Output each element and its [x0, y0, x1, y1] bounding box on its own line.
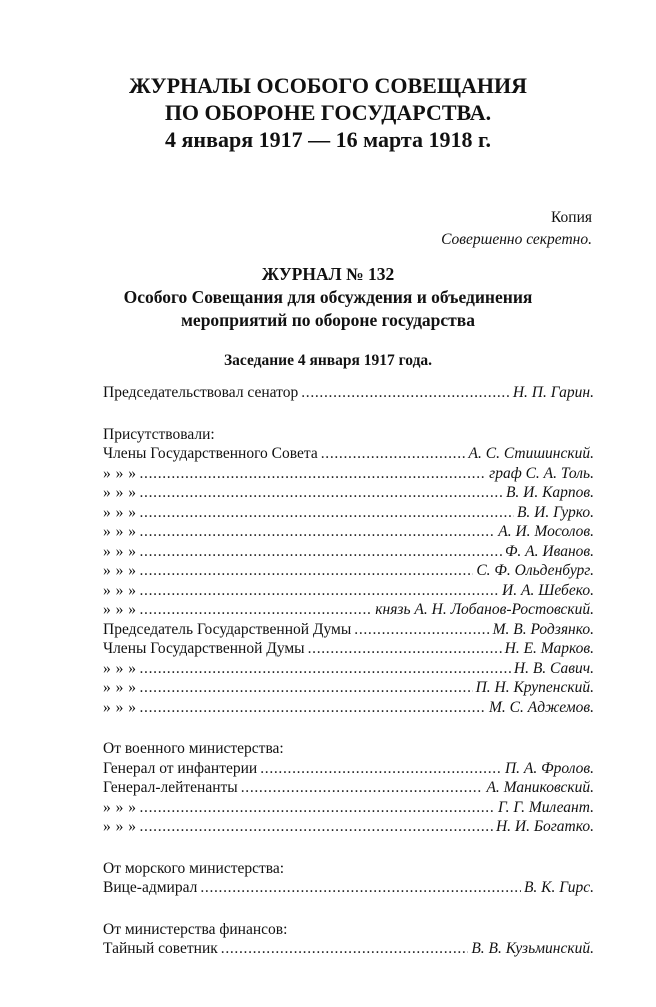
finance-ministry-heading: От министерства финансов:: [103, 920, 288, 938]
attendee-name: М. В. Родзянко.: [492, 620, 594, 638]
attendee-name: В. К. Гирс.: [523, 879, 594, 896]
attendee-position: » » »: [103, 659, 137, 677]
attendee-position: Тайный советник: [103, 940, 218, 957]
attendee-name: А. И. Мосолов.: [498, 523, 594, 540]
attendee-row: [103, 621, 594, 641]
book-title-line-3: 4 января 1917 — 16 марта 1918 г.: [165, 127, 491, 152]
present-rows: [103, 445, 594, 718]
present-heading: Присутствовали:: [103, 425, 215, 443]
leader-dots: [140, 679, 473, 697]
leader-dots: [140, 699, 486, 717]
leader-dots: [308, 640, 502, 658]
journal-number: ЖУРНАЛ № 132: [261, 264, 395, 284]
leader-dots: [140, 582, 500, 600]
attendee-position: » » »: [103, 464, 137, 482]
attendee-name: А. Маниковский.: [486, 779, 594, 796]
attendee-position: Члены Государственной Думы: [103, 640, 305, 657]
leader-dots: [140, 465, 487, 483]
attendee-position: » » »: [103, 484, 137, 501]
attendee-row: [103, 699, 594, 719]
attendee-name: Н. Е. Марков.: [504, 640, 594, 657]
attendee-position: » » »: [103, 679, 137, 696]
leader-dots: [140, 601, 373, 619]
attendee-name: Г. Г. Милеант.: [498, 798, 594, 816]
navy-ministry-rows: [103, 879, 594, 899]
attendee-position: » » »: [103, 818, 137, 835]
leader-dots: [241, 779, 484, 797]
leader-dots: [140, 523, 496, 541]
navy-ministry-heading: От морского министерства:: [103, 859, 285, 877]
leader-dots: [140, 484, 503, 502]
copy-label: Копия: [550, 209, 592, 226]
book-title-line-1: ЖУРНАЛЫ ОСОБОГО СОВЕЩАНИЯ: [129, 73, 527, 98]
attendee-row: [103, 760, 594, 780]
attendee-position: Вице-адмирал: [103, 879, 198, 896]
attendee-row: [103, 679, 594, 699]
attendee-row: [103, 562, 594, 582]
book-title-line-2: ПО ОБОРОНЕ ГОСУДАРСТВА.: [164, 100, 492, 125]
attendee-position: Генерал-лейтенанты: [103, 779, 238, 796]
leader-dots: [260, 760, 502, 778]
war-ministry-rows: [103, 760, 594, 838]
leader-dots: [140, 562, 474, 580]
attendee-name: Н. В. Савич.: [513, 659, 594, 677]
leader-dots: [140, 543, 502, 561]
journal-heading: [60, 263, 596, 332]
attendee-name: князь А. Н. Лобанов-Ростовский.: [375, 601, 594, 618]
attendee-row: [103, 940, 594, 960]
attendee-name: П. Н. Крупенский.: [475, 679, 594, 696]
attendee-name: В. И. Гурко.: [516, 503, 594, 521]
leader-dots: [140, 660, 511, 678]
journal-subtitle-line-1: Особого Совещания для обсуждения и объединения: [123, 287, 533, 307]
attendee-list: [103, 384, 594, 960]
attendee-row: [103, 445, 594, 465]
secret-label: Совершенно секретно.: [441, 231, 592, 248]
attendee-row: [103, 504, 594, 524]
leader-dots: [301, 384, 510, 402]
finance-ministry-rows: [103, 940, 594, 960]
attendee-row: [103, 523, 594, 543]
attendee-row: [103, 465, 594, 485]
journal-subtitle-line-2: мероприятий по обороне государства: [181, 310, 475, 330]
leader-dots: [321, 445, 466, 463]
attendee-row: [103, 818, 594, 838]
attendee-row: [103, 779, 594, 799]
attendee-row: [103, 484, 594, 504]
attendee-row: [103, 640, 594, 660]
leader-dots: [221, 940, 469, 958]
attendee-position: » » »: [103, 601, 137, 618]
attendee-name: В. В. Кузьминский.: [471, 940, 594, 957]
classification-stamp: [441, 207, 592, 251]
attendee-position: Генерал от инфантерии: [103, 759, 258, 777]
attendee-row: [103, 582, 594, 602]
attendee-row: [103, 660, 594, 680]
attendee-position: Члены Государственного Совета: [103, 445, 318, 462]
chair-label: Председательствовал сенатор: [103, 384, 299, 401]
attendee-name: А. С. Стишинский.: [468, 445, 594, 462]
leader-dots: [140, 818, 493, 836]
attendee-row: [103, 543, 594, 563]
attendee-position: » » »: [103, 523, 137, 540]
leader-dots: [354, 621, 489, 639]
attendee-position: » » »: [103, 698, 137, 716]
attendee-name: И. А. Шебеко.: [502, 581, 594, 599]
chair-name: Н. П. Гарин.: [512, 384, 594, 401]
attendee-position: » » »: [103, 503, 137, 521]
attendee-position: » » »: [103, 542, 137, 560]
attendee-row: [103, 879, 594, 899]
attendee-position: » » »: [103, 581, 137, 599]
attendee-row: [103, 799, 594, 819]
attendee-position: Председатель Государственной Думы: [103, 620, 352, 638]
spacer: [103, 899, 594, 921]
spacer: [103, 838, 594, 860]
spacer: [103, 404, 594, 426]
meeting-date: Заседание 4 января 1917 года.: [223, 352, 433, 369]
attendee-position: » » »: [103, 798, 137, 816]
attendee-name: граф С. А. Толь.: [489, 464, 594, 482]
attendee-name: В. И. Карпов.: [505, 484, 594, 501]
chair-row: [103, 384, 594, 404]
attendee-name: Ф. А. Иванов.: [504, 542, 594, 560]
attendee-row: [103, 601, 594, 621]
attendee-name: М. С. Аджемов.: [488, 698, 594, 716]
attendee-name: П. А. Фролов.: [504, 759, 594, 777]
spacer: [103, 718, 594, 740]
book-title: [60, 72, 596, 153]
attendee-name: Н. И. Богатко.: [495, 818, 594, 835]
attendee-name: С. Ф. Ольденбург.: [476, 562, 594, 579]
leader-dots: [140, 504, 514, 522]
attendee-position: » » »: [103, 562, 137, 579]
leader-dots: [200, 879, 521, 897]
leader-dots: [140, 799, 496, 817]
war-ministry-heading: От военного министерства:: [103, 740, 284, 757]
